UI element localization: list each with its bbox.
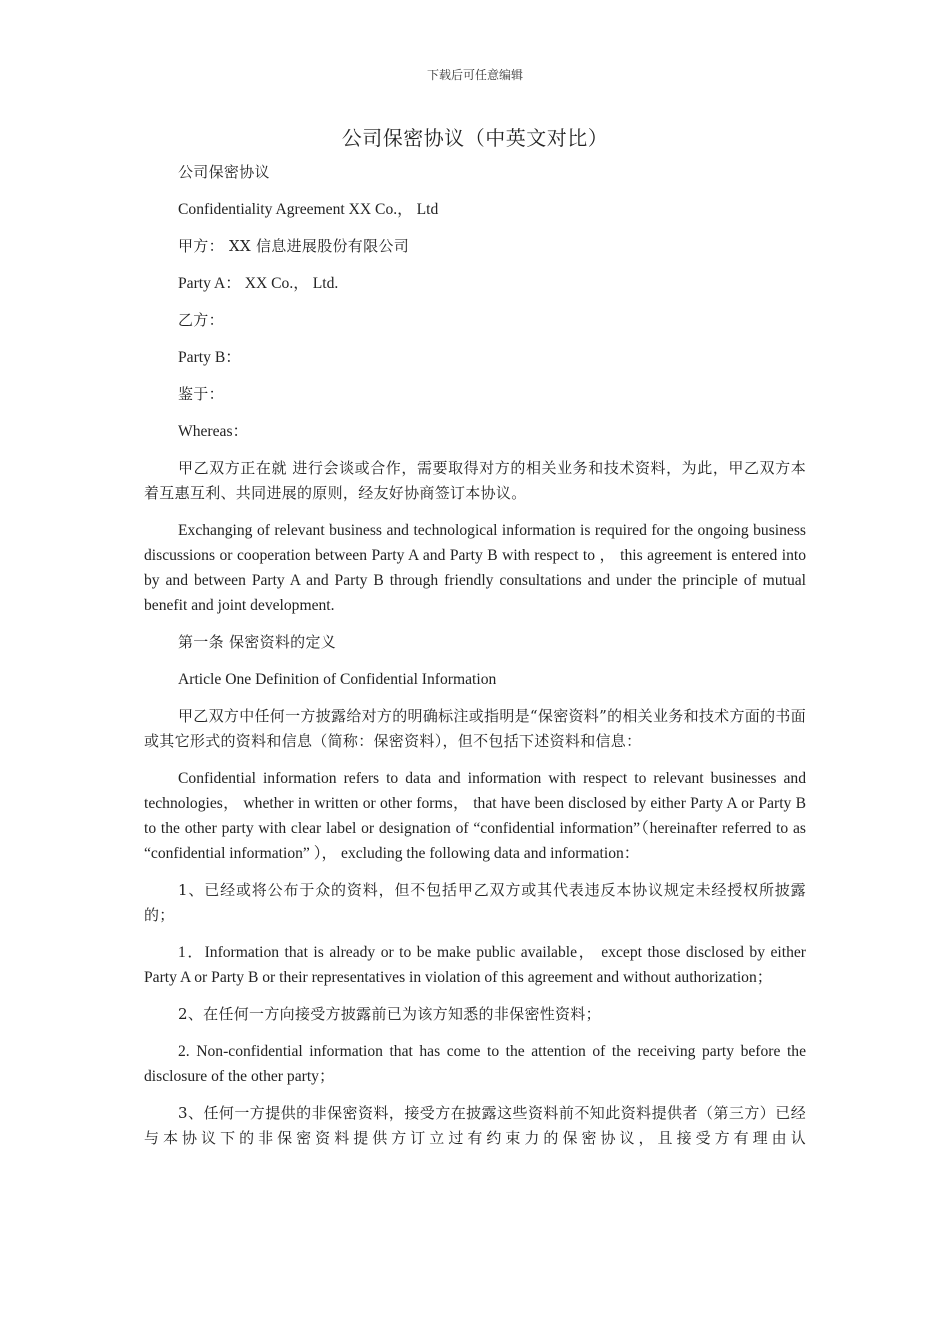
paragraph-whereas-en: Whereas： [178, 423, 249, 440]
paragraph-party-a-en: Party A： XX Co.， Ltd. [178, 275, 339, 292]
paragraph-whereas: 鉴于： [178, 385, 224, 403]
paragraph-recital: 甲乙双方正在就 进行会谈或合作，需要取得对方的相关业务和技术资料，为此，甲乙双方本着互惠互利、共同进展的原则，经友好协商签订本协议。 [144, 459, 806, 502]
document-body [144, 160, 806, 1163]
paragraph-item-2: 2、在任何一方向接受方披露前已为该方知悉的非保密性资料； [178, 1005, 601, 1023]
paragraph-party-b-en: Party B： [178, 349, 241, 366]
paragraph-item-1: 1、已经或将公布于众的资料，但不包括甲乙双方或其代表违反本协议规定未经授权所披露的； [144, 881, 806, 924]
document-title: 公司保密协议（中英文对比） [341, 126, 609, 150]
paragraph-party-a: 甲方： XX 信息进展股份有限公司 [178, 237, 409, 255]
paragraph-subtitle: 公司保密协议 [178, 163, 270, 181]
paragraph-recital-en: Exchanging of relevant business and technological information is required for the ongoing business discussions or cooperation between Party A and Party B with respect to ， this agreement is entered into by and between Party A and Party B through friendly consultations and under the principle of mutual benefit and joint development. [144, 522, 806, 614]
paragraph-article-one: 第一条 保密资料的定义 [178, 633, 337, 651]
paragraph-definition-en: Confidential information refers to data and information with respect to relevant businesses and technologies， whether in written or other forms， that have been disclosed by either Party A or Party B to the other party with clear label or designation of “confidential information”（hereinafter referred to as “confidential information” ）， excluding the following data and information： [144, 770, 806, 862]
paragraph-item-1-en: 1．Information that is already or to be make public available， except those disclosed by either Party A or Party B or their representatives in violation of this agreement and without authorization； [144, 944, 806, 986]
paragraph-item-3: 3、任何一方提供的非保密资料，接受方在披露这些资料前不知此资料提供者（第三方）已经与本协议下的非保密资料提供方订立过有约束力的保密协议，且接受方有理由认 [144, 1104, 806, 1147]
paragraph-party-b: 乙方： [178, 311, 224, 329]
paragraph-item-2-en: 2. Non-confidential information that has come to the attention of the receiving party before the disclosure of the other party； [144, 1043, 806, 1085]
header-note: 下载后可任意编辑 [426, 68, 523, 82]
paragraph-definition: 甲乙双方中任何一方披露给对方的明确标注或指明是“保密资料”的相关业务和技术方面的书面或其它形式的资料和信息（简称：保密资料），但不包括下述资料和信息： [144, 707, 806, 750]
paragraph-subtitle-en: Confidentiality Agreement XX Co.， Ltd [178, 201, 439, 218]
paragraph-article-one-en: Article One Definition of Confidential Information [178, 671, 497, 688]
